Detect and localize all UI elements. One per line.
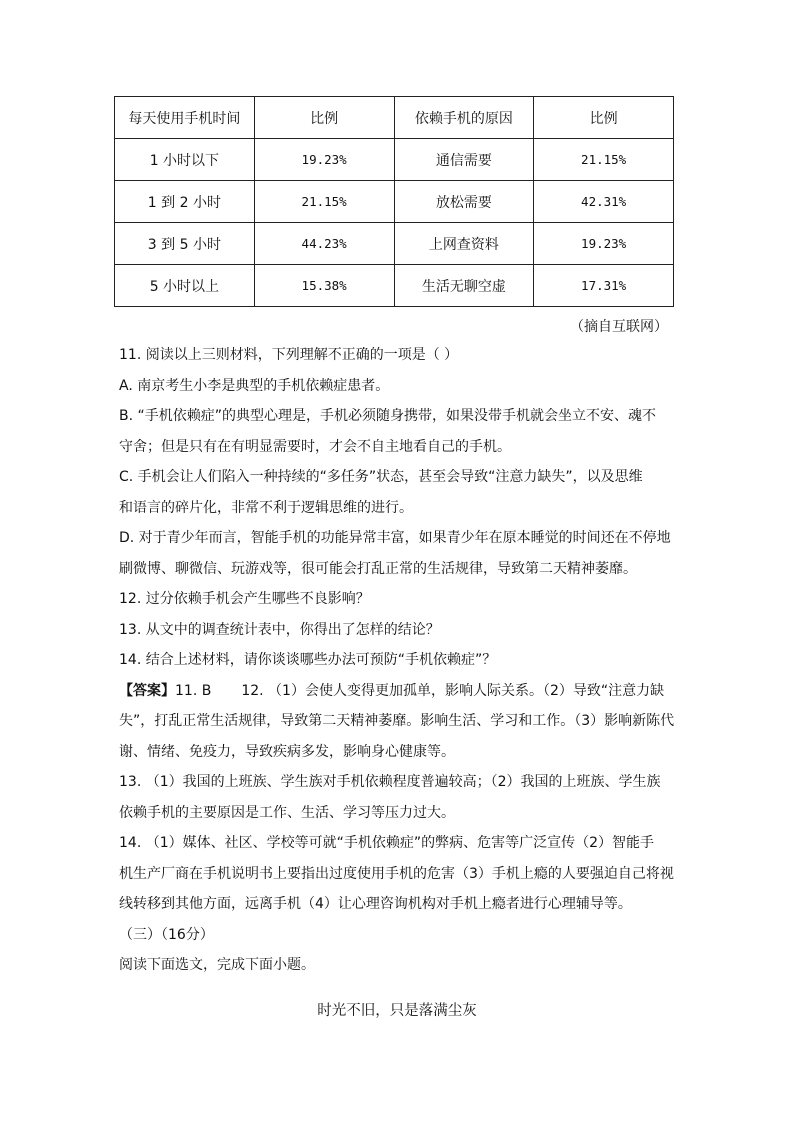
table-cell: 1 小时以下 bbox=[115, 139, 255, 181]
answer-label: 【答案】 bbox=[119, 682, 175, 699]
option-b-line-1: B. “手机依赖症”的典型心理是，手机必须随身携带，如果没带手机就会坐立不安、魂不 bbox=[119, 408, 657, 424]
table-cell: 19.23% bbox=[534, 223, 674, 265]
source-note: （摘自互联网） bbox=[570, 319, 668, 335]
question-11: 11. 阅读以上三则材料，下列理解不正确的一项是（ ） bbox=[119, 347, 459, 363]
question-12: 12. 过分依赖手机会产生哪些不良影响？ bbox=[119, 591, 370, 607]
table-row bbox=[115, 181, 674, 223]
question-14: 14. 结合上述材料，请你谈谈哪些办法可预防“手机依赖症”？ bbox=[119, 652, 497, 668]
answer-14-line-1: 14. （1）媒体、社区、学校等可就“手机依赖症”的弊病、危害等广泛宣传（2）智能手 bbox=[119, 835, 655, 851]
table-cell: 15.38% bbox=[254, 265, 394, 307]
table-row bbox=[115, 265, 674, 307]
section-heading: （三）（16分） bbox=[119, 926, 214, 943]
survey-table bbox=[114, 96, 674, 307]
answer-12-line-1: 12. （1）会使人变得更加孤单，影响人际关系。（2）导致“注意力缺 bbox=[241, 682, 665, 699]
option-d-line-2: 刷微博、聊微信、玩游戏等，很可能会打乱正常的生活规律，导致第二天精神萎靡。 bbox=[119, 560, 637, 577]
header-usage-time: 每天使用手机时间 bbox=[115, 97, 255, 139]
option-a: A. 南京考生小李是典型的手机依赖症患者。 bbox=[119, 377, 390, 394]
answer-14-line-2: 机生产厂商在手机说明书上要指出过度使用手机的危害（3）手机上瘾的人要强迫自己将视 bbox=[119, 865, 674, 882]
answer-line-1 bbox=[119, 676, 679, 707]
answer-14-line-3: 线转移到其他方面，远离手机（4）让心理咨询机构对手机上瘾者进行心理辅导等。 bbox=[119, 896, 632, 912]
table-cell: 21.15% bbox=[254, 181, 394, 223]
table-cell: 上网查资料 bbox=[394, 223, 534, 265]
answer-11: 11. B bbox=[175, 682, 212, 699]
table-cell: 1 到 2 小时 bbox=[115, 181, 255, 223]
answer-13-line-1: 13. （1）我国的上班族、学生族对手机依赖程度普遍较高；（2）我国的上班族、学生族 bbox=[119, 774, 661, 790]
passage-title: 时光不旧，只是落满尘灰 bbox=[317, 1003, 477, 1019]
option-c-line-1: C. 手机会让人们陷入一种持续的“多任务”状态，甚至会导致“注意力缺失”，以及思维 bbox=[119, 469, 643, 485]
table-row bbox=[115, 223, 674, 265]
table-cell: 通信需要 bbox=[394, 139, 534, 181]
header-reason: 依赖手机的原因 bbox=[394, 97, 534, 139]
answer-12-line-3: 谢、情绪、免疫力，导致疾病多发，影响身心健康等。 bbox=[119, 743, 455, 760]
option-d-line-1: D. 对于青少年而言，智能手机的功能异常丰富，如果青少年在原本睡觉的时间还在不停地 bbox=[119, 530, 671, 546]
table-cell: 生活无聊空虚 bbox=[394, 265, 534, 307]
section-instruction: 阅读下面选文，完成下面小题。 bbox=[119, 957, 315, 973]
option-c-line-2: 和语言的碎片化，非常不利于逻辑思维的进行。 bbox=[119, 499, 413, 516]
table-cell: 3 到 5 小时 bbox=[115, 223, 255, 265]
table-header-row bbox=[115, 97, 674, 139]
questions-block bbox=[119, 340, 679, 981]
table-row bbox=[115, 139, 674, 181]
table-cell: 19.23% bbox=[254, 139, 394, 181]
table-cell: 17.31% bbox=[534, 265, 674, 307]
table-cell: 42.31% bbox=[534, 181, 674, 223]
table-cell: 5 小时以上 bbox=[115, 265, 255, 307]
table-cell: 放松需要 bbox=[394, 181, 534, 223]
table-cell: 44.23% bbox=[254, 223, 394, 265]
header-ratio: 比例 bbox=[254, 97, 394, 139]
question-13: 13. 从文中的调查统计表中，你得出了怎样的结论？ bbox=[119, 621, 440, 638]
table-cell: 21.15% bbox=[534, 139, 674, 181]
option-b-line-2: 守舍；但是只有在有明显需要时，才会不自主地看自己的手机。 bbox=[119, 438, 511, 455]
answer-13-line-2: 依赖手机的主要原因是工作、生活、学习等压力过大。 bbox=[119, 804, 455, 821]
answer-12-line-2: 失”，打乱正常生活规律，导致第二天精神萎靡。影响生活、学习和工作。（3）影响新陈代 bbox=[119, 713, 675, 729]
header-ratio: 比例 bbox=[534, 97, 674, 139]
